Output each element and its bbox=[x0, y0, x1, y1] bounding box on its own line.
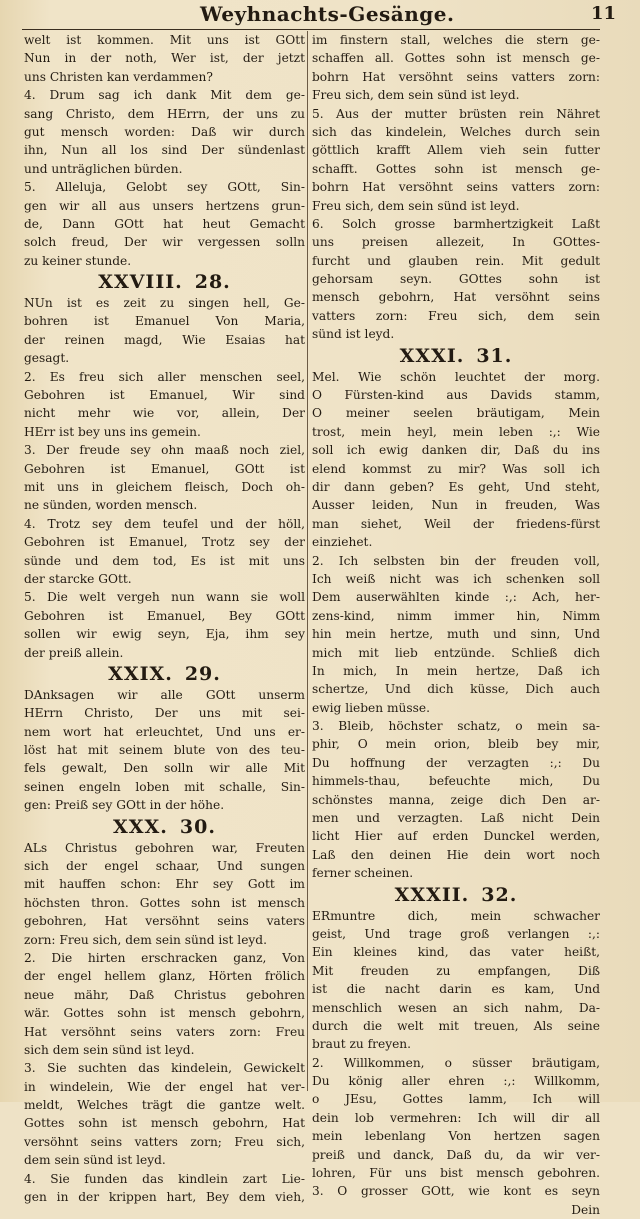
text-line: fels gewalt, Den solln wir alle Mit bbox=[24, 761, 305, 776]
text-line: bohren ist Emanuel Von Maria, bbox=[24, 314, 305, 329]
text-line: elend kommst zu mir? Was soll ich bbox=[312, 461, 600, 476]
text-line: mit hauffen schon: Ehr sey Gott im bbox=[24, 877, 305, 892]
text-line: Gebohren ist Emanuel, Wir sind bbox=[24, 388, 305, 403]
text-line: 4. Drum sag ich dank Mit dem ge- bbox=[24, 88, 305, 103]
text-line: 4. Sie funden das kindlein zart Lie- bbox=[24, 1171, 305, 1186]
text-line: solch freud, Der wir vergessen solln bbox=[24, 235, 305, 250]
text-line: sünd ist leyd. bbox=[312, 327, 395, 342]
text-line: bohrn Hat versöhnt seins vatters zorn: bbox=[312, 180, 600, 195]
text-line: im finstern stall, welches die stern ge- bbox=[312, 33, 600, 47]
text-line: sich das kindelein, Welches durch sein bbox=[312, 124, 600, 139]
hymn-number: 28. bbox=[194, 271, 231, 294]
text-line: ERmuntre dich, mein schwacher bbox=[312, 908, 600, 923]
hymn-heading bbox=[24, 270, 305, 294]
text-line: himmels-thau, befeuchte mich, Du bbox=[312, 774, 600, 789]
hymn-roman-numeral: XXX. bbox=[113, 815, 168, 838]
text-line: Hat versöhnt seins vaters zorn: Freu bbox=[24, 1024, 305, 1039]
text-line: 4. Trotz sey dem teufel und der höll, bbox=[24, 516, 305, 531]
text-line: licht Hier auf erden Dunckel werden, bbox=[312, 829, 600, 844]
text-line: sich der engel schaar, Und sungen bbox=[24, 859, 305, 874]
hymn-roman-numeral: XXXII. bbox=[394, 883, 470, 906]
text-line: sich dem sein sünd ist leyd. bbox=[24, 1042, 195, 1057]
text-line: schaffen all. Gottes sohn ist mensch ge- bbox=[312, 51, 600, 66]
text-line: und unträglichen bürden. bbox=[24, 161, 183, 176]
text-line: trost, mein heyl, mein leben :,: Wie bbox=[312, 424, 600, 439]
text-line: 3. Bleib, höchster schatz, o mein sa- bbox=[312, 719, 600, 734]
text-line: 3. Der freude sey ohn maaß noch ziel, bbox=[24, 443, 305, 458]
text-line: hin mein hertze, muth und sinn, Und bbox=[312, 627, 600, 642]
text-line: gen: Preiß sey GOtt in der höhe. bbox=[24, 798, 225, 813]
text-line: mit uns in gleichem fleisch, Doch oh- bbox=[24, 479, 305, 494]
text-line: ALs Christus gebohren war, Freuten bbox=[24, 840, 305, 855]
text-line: uns Christen kan verdammen? bbox=[24, 69, 213, 84]
text-line: gebohren, Hat versöhnt seins vaters bbox=[24, 914, 305, 929]
text-line: gen wir all aus unsers hertzens grun- bbox=[24, 198, 305, 213]
hymn-number: 32. bbox=[481, 883, 518, 906]
text-line: durch die welt mit treuen, Als seine bbox=[312, 1018, 600, 1033]
text-line: Ausser leiden, Nun in freuden, Was bbox=[312, 498, 600, 513]
text-line: ist die nacht darin es kam, Und bbox=[312, 982, 600, 997]
page-number: 11 bbox=[590, 3, 616, 24]
text-line: ewig lieben müsse. bbox=[312, 700, 430, 715]
text-line: In mich, In mein hertze, Daß ich bbox=[312, 663, 600, 678]
text-line: Freu sich, dem sein sünd ist leyd. bbox=[312, 88, 520, 103]
text-line: einziehet. bbox=[312, 535, 373, 550]
hymn-heading bbox=[312, 344, 600, 368]
text-line: Du könig aller ehren :,: Willkomm, bbox=[312, 1074, 600, 1089]
text-line: der reinen magd, Wie Esaias hat bbox=[24, 332, 305, 347]
text-line: 2. Willkommen, o süsser bräutigam, bbox=[312, 1055, 600, 1070]
header-rule bbox=[22, 29, 600, 30]
text-line: höchsten thron. Gottes sohn ist mensch bbox=[24, 895, 305, 910]
text-line: soll ich ewig danken dir, Daß du ins bbox=[312, 443, 600, 458]
text-line: 2. Es freu sich aller menschen seel, bbox=[24, 369, 305, 384]
text-line: Gebohren ist Emanuel, Trotz sey der bbox=[24, 535, 305, 550]
text-line: sang Christo, dem HErrn, der uns zu bbox=[24, 106, 305, 121]
text-line: seinen engeln loben mit schalle, Sin- bbox=[24, 779, 305, 794]
text-line: 5. Die welt vergeh nun wann sie woll bbox=[24, 590, 305, 605]
running-title: Weyhnachts-Gesänge. bbox=[200, 2, 455, 26]
text-line: Gebohren ist Emanuel, GOtt ist bbox=[24, 461, 305, 476]
text-line: vatters zorn: Freu sich, dem sein bbox=[312, 308, 600, 323]
text-line: uns preisen allezeit, In GOttes- bbox=[312, 235, 600, 250]
text-line: de, Dann GOtt hat heut Gemacht bbox=[24, 216, 305, 231]
text-line: 2. Die hirten erschracken ganz, Von bbox=[24, 950, 305, 965]
catchword: Dein bbox=[571, 1202, 600, 1217]
text-line: 3. O grosser GOtt, wie kont es seyn bbox=[312, 1184, 600, 1199]
text-line: Ich weiß nicht was ich schenken soll bbox=[312, 571, 600, 586]
text-line: neue mähr, Daß Christus gebohren bbox=[24, 987, 305, 1002]
text-line: der preiß allein. bbox=[24, 645, 124, 660]
text-line: zorn: Freu sich, dem sein sünd ist leyd. bbox=[24, 932, 267, 947]
text-line: schafft. Gottes sohn ist mensch ge- bbox=[312, 161, 600, 176]
text-line: gehorsam seyn. GOttes sohn ist bbox=[312, 272, 600, 287]
column-divider bbox=[307, 31, 308, 1091]
hymn-number: 30. bbox=[179, 815, 216, 838]
text-line: Mel. Wie schön leuchtet der morg. bbox=[312, 369, 600, 384]
text-line: löst hat mit seinem blute von des teu- bbox=[24, 743, 305, 758]
text-line: gen in der krippen hart, Bey dem vieh, bbox=[24, 1190, 305, 1205]
text-line: gesagt. bbox=[24, 351, 70, 366]
text-line: dein lob vermehren: Ich will dir all bbox=[312, 1110, 600, 1125]
hymn-heading bbox=[312, 883, 600, 907]
text-line: der engel hellem glanz, Hörten frölich bbox=[24, 969, 305, 984]
text-line: O meiner seelen bräutigam, Mein bbox=[312, 406, 600, 421]
text-line: zu keiner stunde. bbox=[24, 253, 132, 268]
text-line: mein lebenlang Von hertzen sagen bbox=[312, 1129, 600, 1144]
text-line: ne sünden, worden mensch. bbox=[24, 498, 198, 513]
text-line: Gebohren ist Emanuel, Bey GOtt bbox=[24, 608, 305, 623]
text-line: Ein kleines kind, das vater heißt, bbox=[312, 945, 600, 960]
text-line: der starcke GOtt. bbox=[24, 571, 132, 586]
text-line: HErrn Christo, Der uns mit sei- bbox=[24, 706, 305, 721]
text-line: meldt, Welches trägt die gantze welt. bbox=[24, 1098, 305, 1113]
text-line: geist, Und trage groß verlangen :,: bbox=[312, 926, 600, 941]
text-line: furcht und glauben rein. Mit gedult bbox=[312, 253, 600, 268]
left-column bbox=[24, 31, 305, 1206]
text-line: nem wort hat erleuchtet, Und uns er- bbox=[24, 724, 305, 739]
hymn-heading bbox=[24, 815, 305, 839]
text-line: menschlich wesen an sich nahm, Da- bbox=[312, 1000, 600, 1015]
hymn-heading bbox=[24, 662, 305, 686]
hymn-number: 31. bbox=[476, 344, 513, 367]
text-line: sünde und dem tod, Es ist mit uns bbox=[24, 553, 305, 568]
text-line: men und verzagten. Laß nicht Dein bbox=[312, 811, 600, 826]
text-line: 3. Sie suchten das kindelein, Gewickelt bbox=[24, 1061, 305, 1076]
hymn-number: 29. bbox=[184, 662, 221, 685]
text-line: gut mensch worden: Daß wir durch bbox=[24, 124, 305, 139]
text-line: schönstes manna, zeige dich Den ar- bbox=[312, 792, 600, 807]
text-line: göttlich krafft Allem vieh sein futter bbox=[312, 143, 600, 158]
text-line: zens-kind, nimm immer hin, Nimm bbox=[312, 608, 600, 623]
text-line: schertze, Und dich küsse, Dich auch bbox=[312, 682, 600, 697]
text-line: bohrn Hat versöhnt seins vatters zorn: bbox=[312, 69, 600, 84]
text-line: O Fürsten-kind aus Davids stamm, bbox=[312, 388, 600, 403]
text-line: sollen wir ewig seyn, Eja, ihm sey bbox=[24, 627, 305, 642]
text-line: nicht mehr wie vor, allein, Der bbox=[24, 406, 305, 421]
text-line: o JEsu, Gottes lamm, Ich will bbox=[312, 1092, 600, 1107]
text-line: Du hoffnung der verzagten :,: Du bbox=[312, 755, 600, 770]
text-line: 2. Ich selbsten bin der freuden voll, bbox=[312, 553, 600, 568]
text-line: 6. Solch grosse barmhertzigkeit Laßt bbox=[312, 216, 600, 231]
text-line: Freu sich, dem sein sünd ist leyd. bbox=[312, 198, 520, 213]
text-line: phir, O mein orion, bleib bey mir, bbox=[312, 737, 600, 752]
hymn-roman-numeral: XXIX. bbox=[108, 662, 173, 685]
text-line: braut zu freyen. bbox=[312, 1037, 412, 1052]
right-column bbox=[312, 31, 600, 1219]
text-line: 5. Alleluja, Gelobt sey GOtt, Sin- bbox=[24, 180, 305, 195]
text-line: preiß und danck, Daß du, da wir ver- bbox=[312, 1147, 600, 1162]
text-line: ferner scheinen. bbox=[312, 866, 414, 881]
text-line: in windelein, Wie der engel hat ver- bbox=[24, 1079, 305, 1094]
text-line: mensch gebohrn, Hat versöhnt seins bbox=[312, 290, 600, 305]
text-line: lohren, Für uns bist mensch gebohren. bbox=[312, 1166, 600, 1181]
text-line: dem sein sünd ist leyd. bbox=[24, 1153, 166, 1168]
text-line: man siehet, Weil der friedens-fürst bbox=[312, 516, 600, 531]
text-line: Dem auserwählten kinde :,: Ach, her- bbox=[312, 590, 600, 605]
text-line: dir dann geben? Es geht, Und steht, bbox=[312, 479, 600, 494]
text-line: NUn ist es zeit zu singen hell, Ge- bbox=[24, 296, 305, 311]
text-line: Nun in der noth, Wer ist, der jetzt bbox=[24, 51, 305, 66]
text-line: wär. Gottes sohn ist mensch gebohrn, bbox=[24, 1006, 305, 1021]
text-line: HErr ist bey uns ins gemein. bbox=[24, 424, 201, 439]
text-line: mich mit lieb entzünde. Schließ dich bbox=[312, 645, 600, 660]
text-line: DAnksagen wir alle GOtt unserm bbox=[24, 687, 305, 702]
text-line: 5. Aus der mutter brüsten rein Nähret bbox=[312, 106, 600, 121]
hymn-roman-numeral: XXVIII. bbox=[98, 271, 183, 294]
text-line: versöhnt seins vatters zorn; Freu sich, bbox=[24, 1134, 305, 1149]
text-line: Gottes sohn ist mensch gebohrn, Hat bbox=[24, 1116, 305, 1131]
text-line: Laß den deinen Hie dein wort noch bbox=[312, 847, 600, 862]
text-line: ihn, Nun all los sind Der sündenlast bbox=[24, 143, 305, 158]
text-line: Mit freuden zu empfangen, Diß bbox=[312, 963, 600, 978]
hymn-roman-numeral: XXXI. bbox=[399, 344, 465, 367]
page-header bbox=[0, 0, 640, 30]
text-line: welt ist kommen. Mit uns ist GOtt bbox=[24, 33, 305, 47]
